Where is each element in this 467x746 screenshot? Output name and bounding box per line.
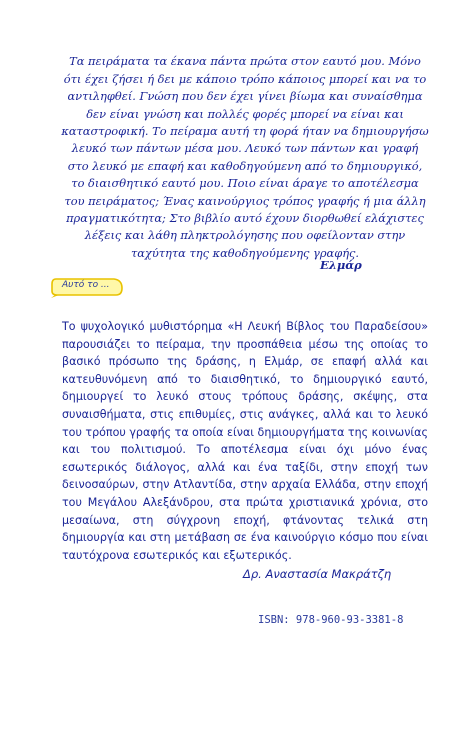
reviewer-signature: Δρ. Αναστασία Μακράτζη (243, 567, 392, 581)
isbn-number: ISBN: 978-960-93-3381-8 (258, 614, 404, 626)
badge-label: Αυτό το ... (62, 280, 110, 290)
book-description: Το ψυχολογικό μυθιστόρημα «Η Λευκή Βίβλος του Παραδείσου» παρουσιάζει το πείραμα, την προσπάθεια μέσω της οποίας το βασικό πρόσωπο της δράσης, η Ελμάρ, σε επαφή αλλά και κατευθυνόμενη από το διαισθητικό, το δημιουργικό εαυτό, δημιουργεί το λευκό στους τρόπους δράσης, σκέψης, στα συναισθήματα, στις επιθυμίες, στις ανάγκες, αλλά και το λευκό του τρόπου γραφής τα οποία είναι δημιουργήματα της κοινωνίας και του πολιτισμού. Το αποτέλεσμα είναι όχι μόνο ένας εσωτερικός διάλογος, αλλά και ένα ταξίδι, στην εποχή των δεινοσαύρων, στην Ατλαντίδα, στην αρχαία Ελλάδα, στην εποχή του Μεγάλου Αλεξάνδρου, στα πρώτα χριστιανικά χρόνια, στο μεσαίωνα, στη σύγχρονη εποχή, φτάνοντας τελικά στη δημιουργία και στη μετάβαση σε ένα καινούργιο κόσμο που είναι ταυτόχρονα εσωτερικός και εξωτερικός. (62, 320, 428, 562)
author-quote: Τα πειράματα τα έκανα πάντα πρώτα στον εαυτό μου. Μόνο ότι έχει ζήσει ή δει με κάποιο τρόπο κάποιος μπορεί και να το αντιληφθεί. Γνώση που δεν έχει γίνει βίωμα και συναίσθημα δεν είναι γνώση και πολλές φορές μπορεί να είναι και καταστροφική. Το πείραμα αυτή τη φορά ήταν να δημιουργήσω λευκό των πάντων μέσα μου. Λευκό των πάντων και γραφή στο λευκό με επαφή και καθοδηγούμενη από το δημιουργικό, το διαισθητικό εαυτό μου. Ποιο είναι άραγε το αποτέλεσμα του πειράματος; Ένας καινούργιος τρόπος γραφής ή μια άλλη πραγματικότητα; Στο βιβλίο αυτό έχουν διορθωθεί ελάχιστες λέξεις και λάθη πληκτρολόγησης που οφείλονταν στην ταχύτητα της καθοδηγούμενης γραφής. (61, 54, 429, 260)
quote-author: Ελμάρ (320, 258, 362, 272)
sticky-note-badge (50, 276, 124, 298)
